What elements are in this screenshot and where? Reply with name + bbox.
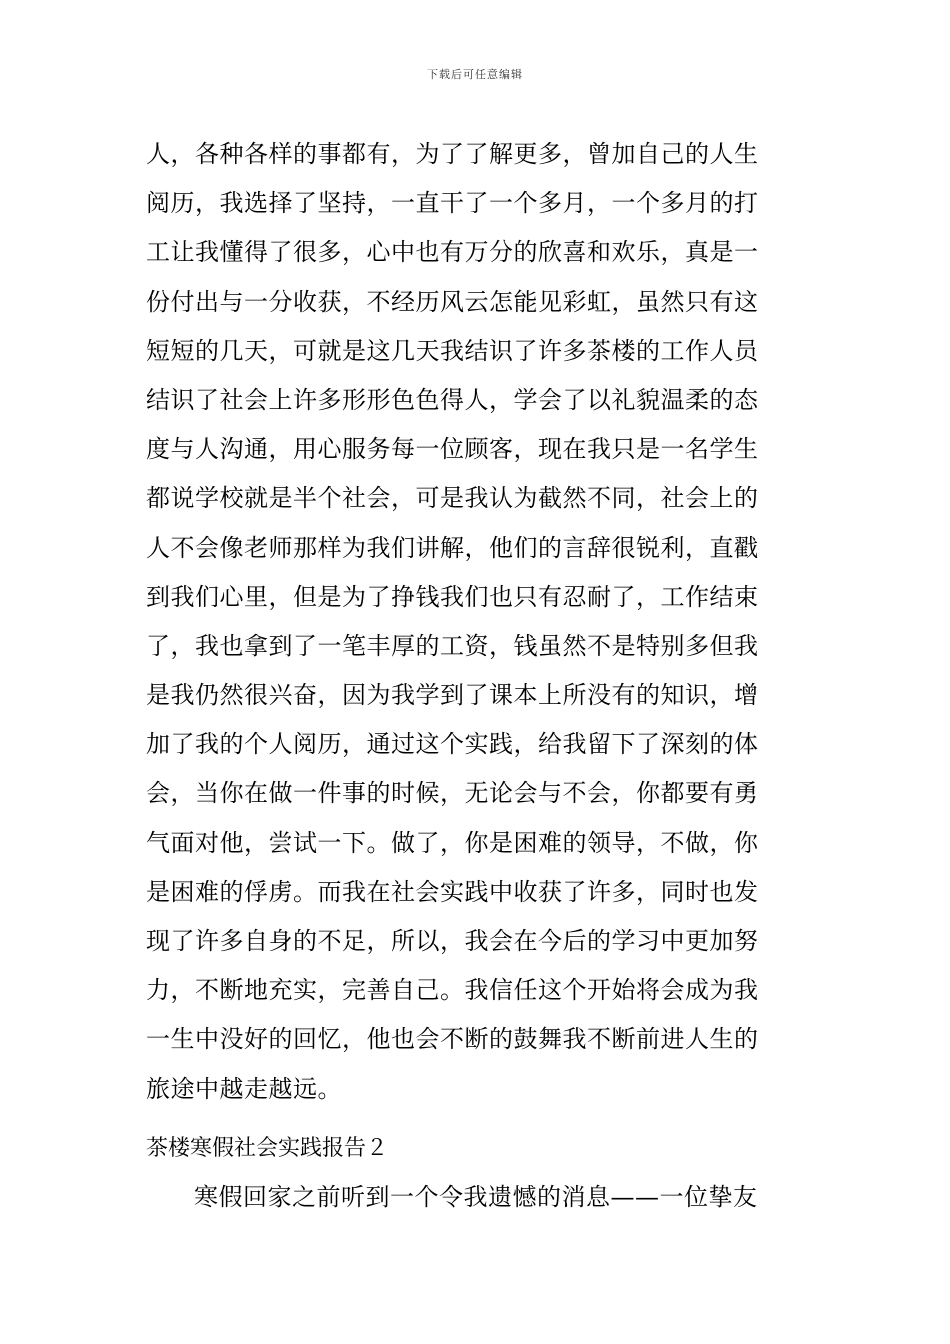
text-line: 到我们心里，但是为了挣钱我们也只有忍耐了，工作结束 (146, 582, 759, 611)
text-line: 旅途中越走越远。 (146, 1074, 342, 1103)
text-line: 一生中没好的回忆，他也会不断的鼓舞我不断前进人生的 (146, 1025, 759, 1054)
text-line: 了，我也拿到了一笔丰厚的工资，钱虽然不是特别多但我 (146, 631, 759, 660)
text-line: 结识了社会上许多形形色色得人，学会了以礼貌温柔的态 (146, 385, 759, 414)
paragraph-1 (146, 130, 816, 1114)
text-line: 寒假回家之前听到一个令我遗憾的消息——一位挚友 (194, 1183, 758, 1211)
text-line: 人不会像老师那样为我们讲解，他们的言辞很锐利，直戳 (146, 533, 759, 562)
page-header-note: 下载后可任意编辑 (427, 68, 523, 81)
section-heading: 茶楼寒假社会实践报告２ (146, 1136, 389, 1161)
text-line: 现了许多自身的不足，所以，我会在今后的学习中更加努 (146, 927, 759, 955)
text-line: 会，当你在做一件事的时候，无论会与不会，你都要有勇 (146, 779, 759, 808)
text-line: 人，各种各样的事都有，为了了解更多，曾加自己的人生 (146, 140, 759, 168)
text-line: 加了我的个人阅历，通过这个实践，给我留下了深刻的体 (146, 730, 759, 759)
text-line: 都说学校就是半个社会，可是我认为截然不同，社会上的 (146, 484, 759, 513)
text-line: 度与人沟通，用心服务每一位顾客，现在我只是一名学生 (146, 435, 759, 464)
text-line: 短短的几天，可就是这几天我结识了许多茶楼的工作人员 (146, 336, 759, 365)
text-line: 工让我懂得了很多，心中也有万分的欣喜和欢乐，真是一 (146, 238, 759, 267)
text-line: 是困难的俘虏。而我在社会实践中收获了许多，同时也发 (146, 877, 759, 906)
text-line: 阅历，我选择了坚持，一直干了一个多月，一个多月的打 (146, 189, 759, 218)
text-line: 份付出与一分收获，不经历风云怎能见彩虹，虽然只有这 (146, 287, 759, 316)
text-line: 力，不断地充实，完善自己。我信任这个开始将会成为我 (146, 976, 759, 1005)
paragraph-2 (146, 1173, 816, 1222)
text-line: 气面对他，尝试一下。做了，你是困难的领导，不做，你 (146, 828, 759, 857)
text-line: 是我仍然很兴奋，因为我学到了课本上所没有的知识，增 (146, 681, 759, 710)
